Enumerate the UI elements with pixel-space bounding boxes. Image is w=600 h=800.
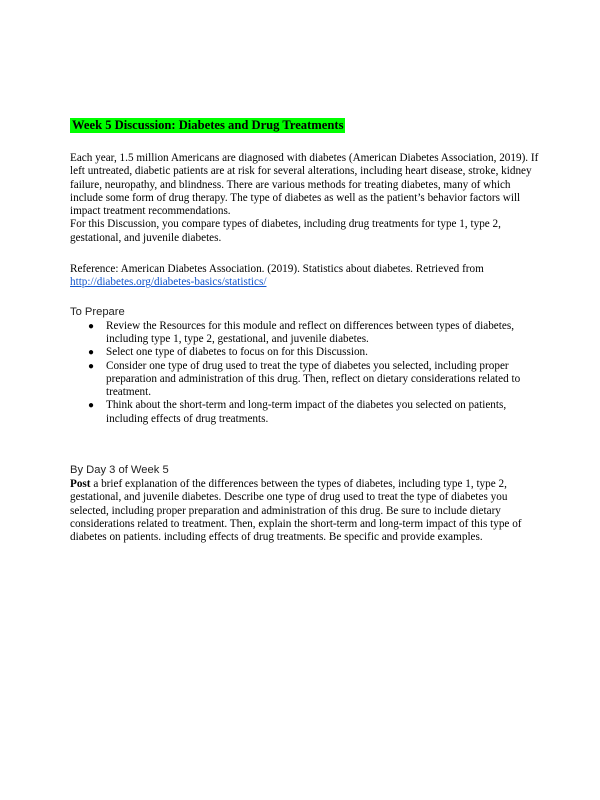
bullet-icon: ● [88, 400, 95, 412]
bullet-icon: ● [88, 347, 95, 359]
by-day-heading: By Day 3 of Week 5 [70, 464, 169, 477]
post-instructions [70, 478, 540, 544]
discussion-paragraph: For this Discussion, you compare types of diabetes, including drug treatments for type 1, type 2, gestational, and juvenile diabetes. [70, 218, 501, 244]
list-item-text: Consider one type of drug used to treat the type of diabetes you selected, including proper preparation and administration of this drug. Then, reflect on dietary considerations related to treatment. [106, 359, 521, 399]
list-item-text: Think about the short-term and long-term impact of the diabetes you selected on patients, including effects of drug treatments. [106, 399, 507, 425]
reference-text: Reference: American Diabetes Association. (2019). Statistics about diabetes. Retrieved from [70, 263, 484, 276]
reference-link[interactable]: http://diabetes.org/diabetes-basics/statistics/ [70, 276, 267, 289]
post-body: a brief explanation of the differences between the types of diabetes, including type 1, type 2, gestational, and juvenile diabetes. Describe one type of drug used to treat the type of diabetes you selected, including proper preparation and administration of this drug. Be sure to include dietary considerations related to treatment. Then, explain the short-term and long-term impact of this type of diabetes on patients. including effects of drug treatments. Be specific and provide examples. [70, 478, 522, 544]
list-item-text: Review the Resources for this module and reflect on differences between types of diabetes, including type 1, type 2, gestational, and juvenile diabetes. [106, 319, 514, 345]
bullet-icon: ● [88, 360, 95, 372]
list-item [88, 399, 540, 426]
post-lead: Post [70, 478, 91, 491]
list-item [88, 359, 540, 400]
to-prepare-heading: To Prepare [70, 305, 125, 318]
bullet-icon: ● [88, 320, 95, 332]
list-item [88, 319, 540, 347]
reference-paragraph [70, 263, 540, 290]
document-page [70, 118, 540, 545]
list-item-text: Select one type of diabetes to focus on for this Discussion. [106, 346, 368, 359]
to-prepare-list [70, 320, 540, 426]
list-item [88, 346, 540, 359]
page-title: Week 5 Discussion: Diabetes and Drug Treatments [72, 118, 344, 132]
intro-paragraph: Each year, 1.5 million Americans are diagnosed with diabetes (American Diabetes Association, 2019). If left untreated, diabetic patients are at risk for several alterations, including heart disease, stroke, kidney failure, neuropathy, and blindness. There are various methods for treating diabetes, many of which include some form of drug therapy. The type of diabetes as well as the patient’s behavior factors will impact treatment recommendations. [70, 152, 539, 218]
